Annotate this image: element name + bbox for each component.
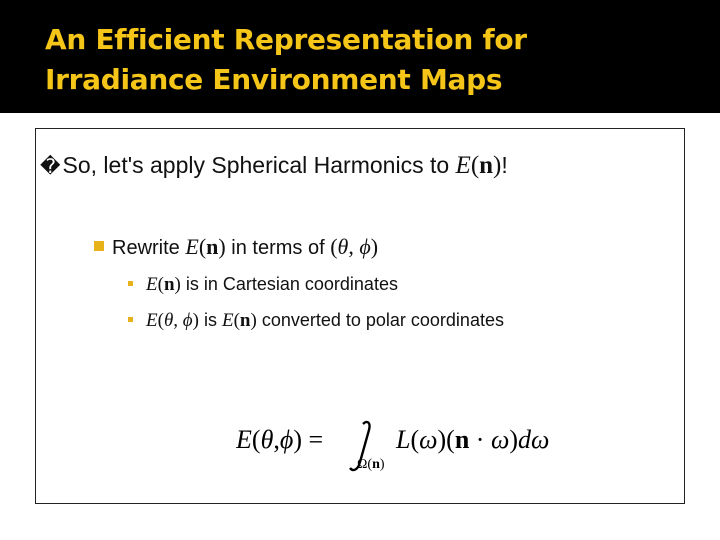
square-bullet-icon [94, 241, 104, 251]
equation-domain: Ω(n) [357, 457, 385, 472]
math-E-n: E(n) [455, 152, 502, 179]
bullet-level-1-suffix: ! [501, 152, 508, 178]
slide-title [45, 20, 527, 100]
bullet-level-2-text: Rewrite E(n) in terms of (θ, ϕ) [112, 234, 379, 259]
bullet-level-3-item-2 [128, 308, 504, 333]
bullet-level-1 [40, 150, 508, 181]
bullet-level-2 [94, 233, 378, 262]
small-square-bullet-icon [128, 317, 133, 322]
title-line-2: Irradiance Environment Maps [45, 63, 503, 96]
title-line-1: An Efficient Representation for [45, 23, 527, 56]
bullet-level-3-item-1 [128, 272, 398, 297]
small-square-bullet-icon [128, 281, 133, 286]
bullet-level-3-text: E(θ, ϕ) is E(n) converted to polar coordinates [146, 310, 504, 331]
equation-lhs: E(θ,ϕ) = [236, 425, 324, 454]
bullet-level-3-text: E(n) is in Cartesian coordinates [146, 274, 398, 295]
irradiance-equation [236, 418, 566, 474]
equation-integrand: L(ω)(n · ω)dω [396, 425, 550, 454]
missing-glyph-bullet-icon: � [40, 154, 61, 178]
bullet-level-1-text: So, let's apply Spherical Harmonics to [62, 152, 456, 178]
